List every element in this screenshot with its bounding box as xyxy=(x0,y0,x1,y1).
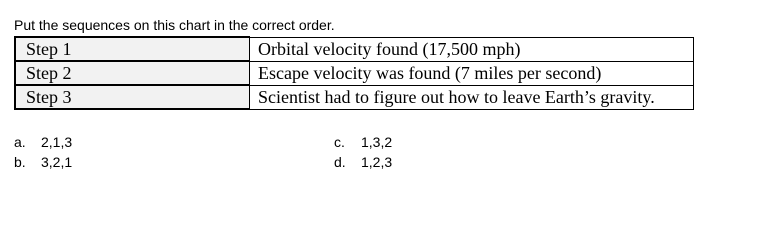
sequence-table xyxy=(14,36,694,110)
choice-text: 1,2,3 xyxy=(361,154,393,170)
description-cell: Escape velocity was found (7 miles per second) xyxy=(250,61,694,85)
choice-letter: b. xyxy=(14,154,26,170)
choice-letter: c. xyxy=(334,134,345,150)
question-text: Put the sequences on this chart in the correct order. xyxy=(14,17,335,33)
table-row xyxy=(15,61,694,85)
choice-text: 1,3,2 xyxy=(361,134,393,150)
step-cell: Step 2 xyxy=(15,61,250,85)
description-cell: Scientist had to figure out how to leave Earth’s gravity. xyxy=(250,85,694,109)
answer-choice-a[interactable] xyxy=(14,133,72,151)
description-cell: Orbital velocity found (17,500 mph) xyxy=(250,37,694,61)
choice-text: 2,1,3 xyxy=(41,134,73,150)
answer-choice-b[interactable] xyxy=(14,153,72,171)
table-row xyxy=(15,37,694,61)
choice-letter: d. xyxy=(334,154,346,170)
choice-letter: a. xyxy=(14,134,26,150)
answer-choice-c[interactable] xyxy=(334,133,392,151)
answer-choice-d[interactable] xyxy=(334,153,392,171)
step-cell: Step 3 xyxy=(15,85,250,109)
table-row xyxy=(15,85,694,109)
choice-text: 3,2,1 xyxy=(41,154,73,170)
step-cell: Step 1 xyxy=(15,37,250,61)
